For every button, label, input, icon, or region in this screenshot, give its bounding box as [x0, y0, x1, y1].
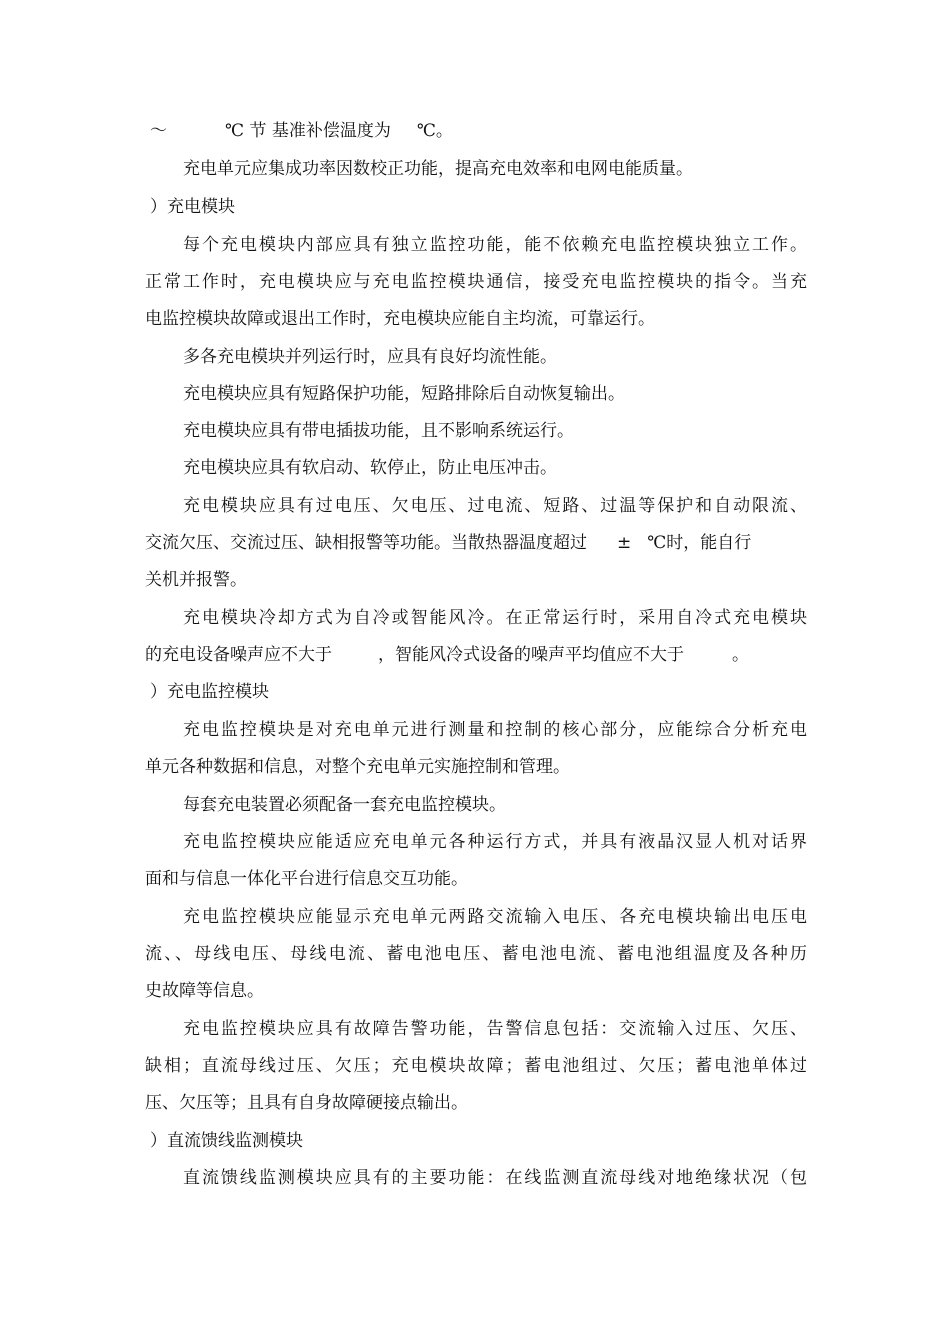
- section-heading-dc-feeder-monitor: ）直流馈线监测模块: [150, 1131, 303, 1151]
- paragraph-line: 面和与信息一体化平台进行信息交互功能。: [145, 869, 468, 889]
- text-fragment: ±: [617, 533, 632, 553]
- paragraph-line: 直流馈线监测模块应具有的主要功能：在线监测直流母线对地绝缘状况（包: [183, 1168, 807, 1188]
- paragraph-line: 充电模块冷却方式为自冷或智能风冷。在正常运行时，采用自冷式充电模块: [183, 608, 807, 628]
- text-fragment: 。: [732, 645, 749, 665]
- paragraph-line: [145, 637, 807, 674]
- text-fragment: ，智能风冷式设备的噪声平均值应不大于: [378, 645, 684, 665]
- paragraph-line: 充电模块应具有软启动、软停止，防止电压冲击。: [183, 458, 557, 478]
- line-temperature-compensation: [150, 113, 812, 150]
- paragraph-line: 充电监控模块应能适应充电单元各种运行方式，并具有液晶汉显人机对话界: [183, 832, 807, 852]
- paragraph-line: 关机并报警。: [145, 570, 247, 590]
- paragraph-line: 充电模块应具有过电压、欠电压、过电流、短路、过温等保护和自动限流、: [183, 496, 807, 516]
- paragraph-line: 充电单元应集成功率因数校正功能，提高充电效率和电网电能质量。: [183, 159, 693, 179]
- paragraph-line: 充电监控模块应具有故障告警功能，告警信息包括：交流输入过压、欠压、: [183, 1019, 807, 1039]
- text-fragment: ℃时，能自行: [647, 533, 752, 553]
- paragraph-line: 每套充电装置必须配备一套充电监控模块。: [183, 795, 506, 815]
- paragraph-line: 充电模块应具有短路保护功能，短路排除后自动恢复输出。: [183, 384, 625, 404]
- section-heading-charging-monitor: ）充电监控模块: [150, 682, 269, 702]
- section-heading-charging-module: ）充电模块: [150, 197, 235, 217]
- paragraph-line: 单元各种数据和信息，对整个充电单元实施控制和管理。: [145, 757, 570, 777]
- paragraph-line: 充电模块应具有带电插拔功能，且不影响系统运行。: [183, 421, 574, 441]
- paragraph-line: 每个充电模块内部应具有独立监控功能，能不依赖充电监控模块独立工作。: [183, 235, 807, 255]
- text-fragment: ～: [150, 121, 167, 141]
- paragraph-line: 充电监控模块是对充电单元进行测量和控制的核心部分，应能综合分析充电: [183, 720, 807, 740]
- paragraph-line: 压、欠压等；且具有自身故障硬接点输出。: [145, 1093, 468, 1113]
- paragraph-line: 流、、母线电压、母线电流、蓄电池电压、蓄电池电流、蓄电池组温度及各种历: [145, 944, 807, 964]
- paragraph-line: 缺相；直流母线过压、欠压；充电模块故障；蓄电池组过、欠压；蓄电池单体过: [145, 1056, 807, 1076]
- paragraph-line: 充电监控模块应能显示充电单元两路交流输入电压、各充电模块输出电压电: [183, 907, 807, 927]
- text-fragment: 的充电设备噪声应不大于: [145, 645, 332, 665]
- paragraph-line: [145, 525, 807, 562]
- text-fragment: 交流欠压、交流过压、缺相报警等功能。当散热器温度超过: [145, 533, 587, 553]
- paragraph-line: 正常工作时，充电模块应与充电监控模块通信，接受充电监控模块的指令。当充: [145, 272, 807, 292]
- paragraph-line: 多各充电模块并列运行时，应具有良好均流性能。: [183, 347, 557, 367]
- paragraph-line: 电监控模块故障或退出工作时，充电模块应能自主均流，可靠运行。: [145, 309, 655, 329]
- text-fragment: ℃ 节 基准补偿温度为: [225, 121, 391, 141]
- text-fragment: ℃。: [416, 121, 453, 141]
- paragraph-line: 史故障等信息。: [145, 981, 264, 1001]
